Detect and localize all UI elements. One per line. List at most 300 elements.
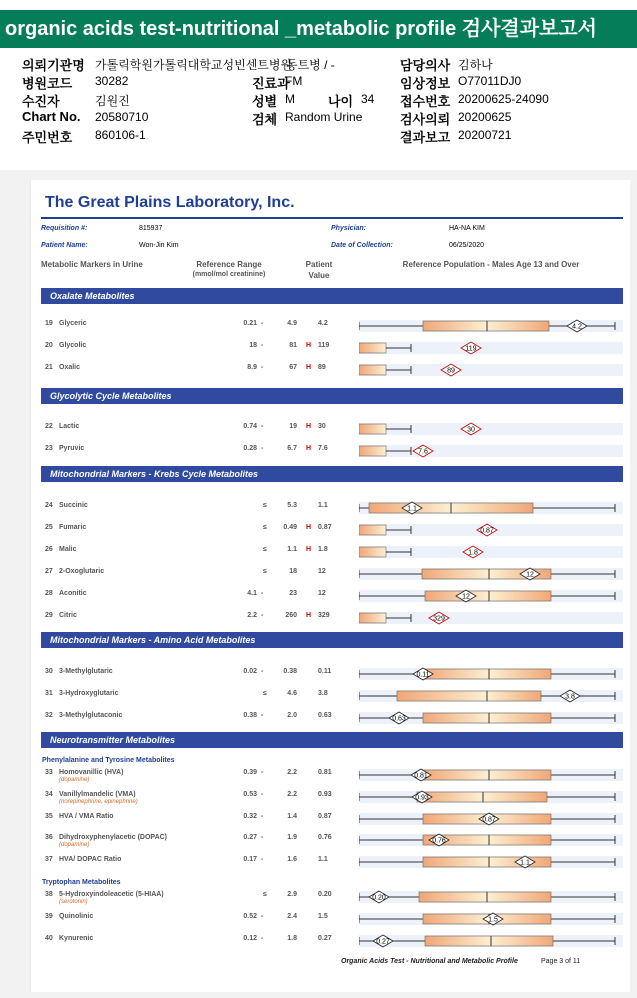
value-marker-label: 1.1 bbox=[407, 505, 417, 513]
range-separator: - bbox=[261, 668, 264, 675]
patient-value: 1.1 bbox=[318, 856, 328, 863]
marker-number: 20 bbox=[45, 342, 53, 349]
marker-name: Succinic bbox=[59, 502, 88, 509]
page-number: Page 3 of 11 bbox=[541, 958, 581, 965]
range-separator: - bbox=[261, 612, 264, 619]
reference-plot bbox=[359, 420, 623, 438]
value-marker-label: 0.87 bbox=[482, 816, 496, 824]
section-header: Neurotransmitter Metabolites bbox=[41, 732, 623, 748]
marker-name: Dihydroxyphenylacetic (DOPAC) bbox=[59, 834, 168, 841]
high-flag: H bbox=[306, 423, 312, 430]
section-header: Mitochondrial Markers - Krebs Cycle Metabolites bbox=[41, 466, 623, 482]
header-label: Chart No. bbox=[22, 109, 81, 124]
header-label: 의뢰기관명 bbox=[22, 58, 85, 73]
patient-value: 0.20 bbox=[318, 891, 332, 898]
box-range bbox=[359, 343, 386, 353]
header-dept-value: FM bbox=[285, 74, 303, 88]
range-high: 1.1 bbox=[287, 546, 297, 553]
reference-plot bbox=[359, 709, 623, 727]
marker-number: 32 bbox=[45, 712, 53, 719]
range-separator: ≤ bbox=[263, 502, 267, 509]
range-low: 8.9 bbox=[247, 364, 257, 371]
marker-name: Homovanillic (HVA) bbox=[59, 769, 124, 776]
plot-svg bbox=[359, 788, 623, 806]
col-range-unit: (mmol/mol creatinine) bbox=[192, 271, 266, 278]
range-high: 4.9 bbox=[287, 320, 297, 327]
col-value: Value bbox=[308, 271, 330, 280]
marker-name: 5-Hydroxyindoleacetic (5-HIAA) bbox=[59, 891, 164, 898]
range-high: 6.7 bbox=[287, 445, 297, 452]
value-marker-label: 1.1 bbox=[520, 859, 530, 867]
plot-svg bbox=[359, 521, 623, 539]
value-marker-label: 119 bbox=[465, 345, 477, 353]
reference-plot bbox=[359, 810, 623, 828]
range-separator: - bbox=[261, 935, 264, 942]
plot-svg bbox=[359, 420, 623, 438]
reference-plot bbox=[359, 361, 623, 379]
range-separator: ≤ bbox=[263, 690, 267, 697]
range-separator: - bbox=[261, 791, 264, 798]
reference-plot bbox=[359, 543, 623, 561]
value-marker-label: 0.87 bbox=[480, 527, 494, 535]
marker-number: 27 bbox=[45, 568, 53, 575]
marker-row bbox=[41, 709, 623, 727]
header-ward: 동트병 / - bbox=[286, 58, 335, 72]
reference-plot bbox=[359, 888, 623, 906]
range-separator: ≤ bbox=[263, 524, 267, 531]
marker-number: 25 bbox=[45, 524, 53, 531]
reference-plot bbox=[359, 665, 623, 683]
header-label: 임상정보 bbox=[400, 76, 451, 91]
header-label: 접수번호 bbox=[400, 94, 451, 109]
range-low: 0.74 bbox=[243, 423, 257, 430]
section-header: Mitochondrial Markers - Amino Acid Metabolites bbox=[41, 632, 623, 648]
marker-number: 21 bbox=[45, 364, 53, 371]
marker-name: HVA/ DOPAC Ratio bbox=[59, 856, 122, 863]
range-low: 18 bbox=[249, 342, 257, 349]
range-separator: - bbox=[261, 712, 264, 719]
footer-title: Organic Acids Test - Nutritional and Metabolic Profile bbox=[341, 958, 518, 965]
marker-row bbox=[41, 587, 623, 605]
range-low: 4.1 bbox=[247, 590, 257, 597]
header-value: 김하나 bbox=[458, 58, 493, 72]
box-upper bbox=[491, 936, 553, 946]
marker-name: Oxalic bbox=[59, 364, 81, 371]
marker-row bbox=[41, 609, 623, 627]
patient-value: 0.81 bbox=[318, 769, 332, 776]
range-separator: ≤ bbox=[263, 546, 267, 553]
reference-plot bbox=[359, 687, 623, 705]
patient-value: 4.2 bbox=[318, 320, 328, 327]
range-high: 1.4 bbox=[287, 813, 297, 820]
value-marker-label: 3.8 bbox=[565, 693, 575, 701]
col-markers: Metabolic Markers in Urine bbox=[41, 260, 143, 269]
lab-underline bbox=[41, 217, 623, 219]
patient-value: 30 bbox=[318, 423, 326, 430]
marker-name: 3-Hydroxyglutaric bbox=[59, 690, 119, 697]
marker-row bbox=[41, 831, 623, 849]
box-range bbox=[359, 525, 386, 535]
plot-svg bbox=[359, 932, 623, 950]
plot-svg bbox=[359, 853, 623, 871]
range-high: 0.49 bbox=[283, 524, 297, 531]
range-high: 1.8 bbox=[287, 935, 297, 942]
high-flag: H bbox=[306, 445, 312, 452]
patient-value: 1.5 bbox=[318, 913, 328, 920]
plot-svg bbox=[359, 317, 623, 335]
marker-row bbox=[41, 361, 623, 379]
range-high: 2.0 bbox=[287, 712, 297, 719]
marker-row bbox=[41, 565, 623, 583]
range-high: 0.38 bbox=[283, 668, 297, 675]
header-value: 가톨릭학원가톨릭대학교성빈센트병원 bbox=[95, 58, 293, 72]
subsection-header: Tryptophan Metabolites bbox=[42, 879, 121, 886]
patient-value: 12 bbox=[318, 568, 326, 575]
plot-svg bbox=[359, 587, 623, 605]
high-flag: H bbox=[306, 546, 312, 553]
patient-value: 7.6 bbox=[318, 445, 328, 452]
marker-precursor: (dopamine) bbox=[59, 842, 90, 848]
range-low: 0.53 bbox=[243, 791, 257, 798]
range-separator: - bbox=[261, 913, 264, 920]
reference-plot bbox=[359, 910, 623, 928]
plot-svg bbox=[359, 543, 623, 561]
range-low: 0.02 bbox=[243, 668, 257, 675]
box-upper bbox=[489, 669, 551, 679]
marker-row bbox=[41, 521, 623, 539]
marker-name: 3-Methylglutaconic bbox=[59, 712, 123, 719]
patient-value: 119 bbox=[318, 342, 330, 349]
range-separator: ≤ bbox=[263, 568, 267, 575]
range-low: 0.21 bbox=[243, 320, 257, 327]
box-lower bbox=[423, 770, 489, 780]
marker-row bbox=[41, 665, 623, 683]
value-marker-label: 0.27 bbox=[376, 938, 390, 946]
header-label: 결과보고 bbox=[400, 130, 451, 145]
box-lower bbox=[425, 936, 491, 946]
header-value: 김원진 bbox=[95, 94, 130, 108]
marker-number: 40 bbox=[45, 935, 53, 942]
marker-name: Malic bbox=[59, 546, 77, 553]
marker-name: Fumaric bbox=[59, 524, 87, 531]
lab-name: The Great Plains Laboratory, Inc. bbox=[45, 194, 295, 211]
marker-number: 30 bbox=[45, 668, 53, 675]
plot-svg bbox=[359, 687, 623, 705]
header-age-value: 34 bbox=[361, 92, 375, 106]
marker-number: 37 bbox=[45, 856, 53, 863]
header-specimen-value: Random Urine bbox=[285, 110, 363, 124]
range-low: 0.38 bbox=[243, 712, 257, 719]
range-high: 2.4 bbox=[287, 913, 297, 920]
marker-name: Lactic bbox=[59, 423, 80, 430]
marker-name: 3-Methylglutaric bbox=[59, 668, 113, 675]
reference-plot bbox=[359, 442, 623, 460]
header-value: 30282 bbox=[95, 74, 129, 88]
box-range bbox=[359, 424, 386, 434]
marker-row bbox=[41, 888, 623, 906]
value-marker-label: 0.93 bbox=[415, 794, 429, 802]
header-sex-label: 성별 bbox=[252, 94, 278, 109]
box-lower bbox=[397, 691, 487, 701]
marker-number: 23 bbox=[45, 445, 53, 452]
marker-precursor: (serotonin) bbox=[59, 899, 88, 905]
range-low: 0.39 bbox=[243, 769, 257, 776]
value-marker-label: 329 bbox=[433, 615, 445, 623]
range-low: 2.2 bbox=[247, 612, 257, 619]
marker-name: Citric bbox=[59, 612, 77, 619]
box-upper bbox=[489, 591, 551, 601]
marker-row bbox=[41, 442, 623, 460]
high-flag: H bbox=[306, 364, 312, 371]
range-high: 2.2 bbox=[287, 791, 297, 798]
box-upper bbox=[489, 770, 551, 780]
plot-svg bbox=[359, 361, 623, 379]
box-upper bbox=[489, 835, 551, 845]
report-page bbox=[30, 180, 630, 992]
range-high: 1.6 bbox=[287, 856, 297, 863]
plot-svg bbox=[359, 565, 623, 583]
value-marker-label: 1.5 bbox=[488, 916, 498, 924]
range-separator: ≤ bbox=[263, 891, 267, 898]
value-marker-label: 12 bbox=[526, 571, 534, 579]
value-marker-label: 1.8 bbox=[468, 549, 478, 557]
box-upper bbox=[451, 503, 533, 513]
box-range bbox=[359, 446, 386, 456]
header-label: 수진자 bbox=[22, 94, 60, 109]
reference-plot bbox=[359, 499, 623, 517]
header-label: 검사의뢰 bbox=[400, 112, 451, 127]
value-marker-label: 0.20 bbox=[372, 894, 386, 902]
high-flag: H bbox=[306, 612, 312, 619]
report-banner: organic acids test-nutritional _metabolic profile 검사결과보고서 bbox=[0, 10, 637, 48]
range-high: 2.9 bbox=[287, 891, 297, 898]
box-upper bbox=[487, 892, 551, 902]
range-low: 0.32 bbox=[243, 813, 257, 820]
marker-row bbox=[41, 543, 623, 561]
range-separator: - bbox=[261, 769, 264, 776]
value-marker-label: 0.11 bbox=[416, 671, 430, 679]
high-flag: H bbox=[306, 524, 312, 531]
box-lower bbox=[423, 713, 489, 723]
marker-name: Glyceric bbox=[59, 320, 87, 327]
patient-value: 12 bbox=[318, 590, 326, 597]
marker-row bbox=[41, 339, 623, 357]
reference-plot bbox=[359, 766, 623, 784]
plot-svg bbox=[359, 499, 623, 517]
marker-row bbox=[41, 910, 623, 928]
range-low: 0.28 bbox=[243, 445, 257, 452]
plot-svg bbox=[359, 810, 623, 828]
physician-value: HA-NA KIM bbox=[449, 225, 485, 232]
requisition-value: 815937 bbox=[139, 225, 163, 232]
header-value: O77011DJ0 bbox=[458, 74, 522, 88]
range-high: 18 bbox=[289, 568, 297, 575]
marker-number: 34 bbox=[45, 791, 53, 798]
header-sex-value: M bbox=[285, 92, 295, 106]
range-low: 0.17 bbox=[243, 856, 257, 863]
marker-row bbox=[41, 499, 623, 517]
value-marker-label: 0.81 bbox=[414, 772, 428, 780]
patient-value: 0.87 bbox=[318, 813, 332, 820]
value-marker-label: 0.76 bbox=[432, 837, 446, 845]
range-separator: - bbox=[261, 364, 264, 371]
reference-plot bbox=[359, 565, 623, 583]
value-marker-label: 4.2 bbox=[572, 323, 582, 331]
reference-plot bbox=[359, 521, 623, 539]
box-upper bbox=[487, 691, 541, 701]
reference-plot bbox=[359, 788, 623, 806]
value-marker-label: 0.63 bbox=[392, 715, 406, 723]
box-lower bbox=[419, 892, 487, 902]
patient-value: 0.93 bbox=[318, 791, 332, 798]
patient-value: 329 bbox=[318, 612, 330, 619]
value-marker-label: 12 bbox=[462, 593, 470, 601]
range-high: 1.9 bbox=[287, 834, 297, 841]
range-low: 0.12 bbox=[243, 935, 257, 942]
marker-name: Kynurenic bbox=[59, 935, 94, 942]
range-high: 81 bbox=[289, 342, 297, 349]
value-marker-label: 89 bbox=[447, 367, 455, 375]
range-high: 2.2 bbox=[287, 769, 297, 776]
reference-plot bbox=[359, 609, 623, 627]
col-population: Reference Population - Males Age 13 and Over bbox=[402, 260, 580, 269]
marker-number: 19 bbox=[45, 320, 53, 327]
plot-svg bbox=[359, 910, 623, 928]
marker-row bbox=[41, 687, 623, 705]
patient-value: 0.11 bbox=[318, 668, 332, 675]
subsection-header: Phenylalanine and Tyrosine Metabolites bbox=[42, 757, 175, 764]
marker-row bbox=[41, 853, 623, 871]
header-value: 20200721 bbox=[458, 128, 512, 142]
patient-value: 89 bbox=[318, 364, 326, 371]
box-lower bbox=[422, 569, 489, 579]
box-range bbox=[359, 613, 386, 623]
marker-row bbox=[41, 317, 623, 335]
box-upper bbox=[483, 792, 547, 802]
box-lower bbox=[423, 857, 489, 867]
value-marker-label: 7.6 bbox=[418, 448, 428, 456]
box-upper bbox=[489, 713, 551, 723]
patient-label: Patient Name: bbox=[41, 242, 88, 249]
range-separator: - bbox=[261, 856, 264, 863]
marker-name: 2-Oxoglutaric bbox=[59, 568, 105, 575]
range-low: 0.27 bbox=[243, 834, 257, 841]
collection-value: 06/25/2020 bbox=[449, 242, 485, 249]
marker-name: Quinolinic bbox=[59, 913, 94, 920]
requisition-label: Requisition #: bbox=[41, 225, 88, 232]
header-age-label: 나이 bbox=[328, 94, 354, 109]
header-value: 20200625-24090 bbox=[458, 92, 549, 106]
plot-svg bbox=[359, 888, 623, 906]
reference-plot bbox=[359, 831, 623, 849]
col-patient: Patient bbox=[305, 260, 333, 269]
patient-value: 0.27 bbox=[318, 935, 332, 942]
marker-number: 39 bbox=[45, 913, 53, 920]
marker-row bbox=[41, 810, 623, 828]
marker-number: 29 bbox=[45, 612, 53, 619]
reference-plot bbox=[359, 317, 623, 335]
header-value: 860106-1 bbox=[95, 128, 146, 142]
marker-number: 31 bbox=[45, 690, 53, 697]
range-separator: - bbox=[261, 445, 264, 452]
value-marker-label: 30 bbox=[467, 426, 475, 434]
marker-number: 36 bbox=[45, 834, 53, 841]
box-lower bbox=[423, 914, 489, 924]
physician-label: Physician: bbox=[331, 225, 367, 232]
range-high: 4.6 bbox=[287, 690, 297, 697]
patient-value: 0.87 bbox=[318, 524, 332, 531]
plot-svg bbox=[359, 665, 623, 683]
collection-label: Date of Collection: bbox=[331, 242, 393, 249]
plot-svg bbox=[359, 709, 623, 727]
plot-svg bbox=[359, 442, 623, 460]
range-separator: - bbox=[261, 834, 264, 841]
range-separator: - bbox=[261, 590, 264, 597]
range-separator: - bbox=[261, 320, 264, 327]
header-label: 주민번호 bbox=[22, 130, 73, 145]
patient-header bbox=[0, 50, 637, 170]
marker-name: Pyruvic bbox=[59, 445, 85, 452]
box-range bbox=[359, 365, 386, 375]
marker-number: 38 bbox=[45, 891, 53, 898]
patient-value: 0.76 bbox=[318, 834, 332, 841]
marker-name: Vanillylmandelic (VMA) bbox=[59, 791, 136, 798]
marker-precursor: (norepinephrine, epinephrine) bbox=[59, 799, 138, 805]
marker-row bbox=[41, 420, 623, 438]
section-header: Glycolytic Cycle Metabolites bbox=[41, 388, 623, 404]
reference-plot bbox=[359, 339, 623, 357]
col-range: Reference Range bbox=[196, 260, 262, 269]
marker-name: Aconitic bbox=[59, 590, 87, 597]
range-separator: - bbox=[261, 813, 264, 820]
marker-name: HVA / VMA Ratio bbox=[59, 813, 114, 820]
range-separator: - bbox=[261, 342, 264, 349]
reference-plot bbox=[359, 932, 623, 950]
range-high: 5.3 bbox=[287, 502, 297, 509]
marker-number: 33 bbox=[45, 769, 53, 776]
range-high: 19 bbox=[289, 423, 297, 430]
patient-value: 1.8 bbox=[318, 546, 328, 553]
marker-name: Glycolic bbox=[59, 342, 87, 349]
range-high: 260 bbox=[285, 612, 297, 619]
patient-value: 1.1 bbox=[318, 502, 328, 509]
marker-number: 28 bbox=[45, 590, 53, 597]
header-label: 담당의사 bbox=[400, 58, 451, 73]
range-low: 0.52 bbox=[243, 913, 257, 920]
reference-plot bbox=[359, 587, 623, 605]
marker-row bbox=[41, 766, 623, 784]
plot-svg bbox=[359, 831, 623, 849]
marker-row bbox=[41, 932, 623, 950]
patient-value: Won-Jin Kim bbox=[139, 242, 179, 249]
range-high: 23 bbox=[289, 590, 297, 597]
reference-plot bbox=[359, 853, 623, 871]
patient-value: 0.63 bbox=[318, 712, 332, 719]
header-value: 20580710 bbox=[95, 110, 149, 124]
marker-precursor: (dopamine) bbox=[59, 777, 90, 783]
marker-number: 26 bbox=[45, 546, 53, 553]
range-high: 67 bbox=[289, 364, 297, 371]
plot-svg bbox=[359, 609, 623, 627]
marker-number: 24 bbox=[45, 502, 53, 509]
range-separator: - bbox=[261, 423, 264, 430]
marker-number: 35 bbox=[45, 813, 53, 820]
marker-number: 22 bbox=[45, 423, 53, 430]
high-flag: H bbox=[306, 342, 312, 349]
patient-value: 3.8 bbox=[318, 690, 328, 697]
marker-row bbox=[41, 788, 623, 806]
section-header: Oxalate Metabolites bbox=[41, 288, 623, 304]
